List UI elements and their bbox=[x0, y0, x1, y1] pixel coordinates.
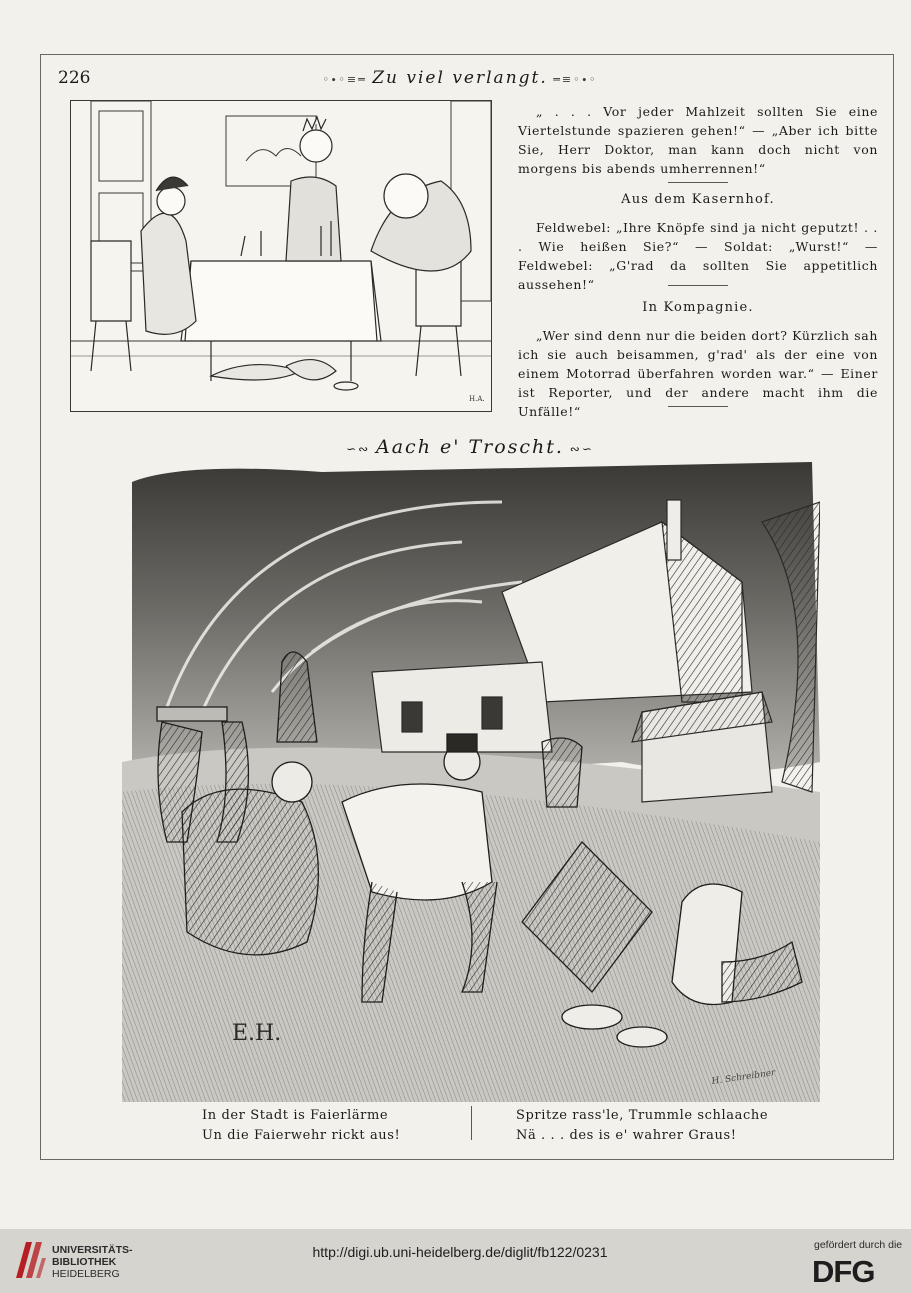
flourish-left-icon: ∽∾ bbox=[346, 442, 376, 456]
caption-right-line2: Nä . . . des is e' wahrer Graus! bbox=[516, 1128, 737, 1143]
university-library-logo-icon bbox=[12, 1238, 48, 1282]
page-number: 226 bbox=[58, 68, 91, 88]
joke-paragraph-2: Feldwebel: „Ihre Knöpfe sind ja nicht geputzt! . . . Wie heißen Sie?“ — Soldat: „Wurst!“ — Feldwebel: „G'rad da sollten Sie appetitlich aussehen!“ bbox=[518, 220, 878, 292]
joke-paragraph-1: „ . . . Vor jeder Mahlzeit sollten Sie eine Viertelstunde spazieren gehen!“ — „Aber ich bitte Sie, Herr Doktor, man kann doch nicht von morgens bis abends umherrennen!“ bbox=[518, 104, 878, 176]
dfg-logo: DFG bbox=[812, 1254, 875, 1289]
section-title-kompagnie: In Kompagnie. bbox=[642, 300, 754, 315]
running-title-text: Zu viel verlangt. bbox=[372, 68, 548, 88]
illustration-title-text: Aach e' Troscht. bbox=[376, 436, 564, 458]
caption-left bbox=[202, 1106, 452, 1146]
caption-right bbox=[516, 1106, 776, 1146]
flourish-right-icon: ∾∽ bbox=[563, 442, 594, 456]
fire-brigade-illustration bbox=[122, 462, 820, 1102]
funding-label: gefördert durch die bbox=[814, 1239, 903, 1251]
artist-signature: H. Schreibner bbox=[711, 1068, 777, 1087]
document-url-link[interactable]: http://digi.ub.uni-heidelberg.de/diglit/fb122/0231 bbox=[312, 1244, 608, 1260]
ornament-left-icon: ◦∙◦≡═ bbox=[322, 73, 373, 86]
joke-paragraph-3: „Wer sind denn nur die beiden dort? Kürzlich sah ich sie auch beisammen, g'rad' als der eine von einem Motorrad überfahren worden war.“ — Einer ist Reporter, und der andere macht ihm die Unfälle!“ bbox=[518, 328, 878, 419]
caption-left-line2: Un die Faierwehr rickt aus! bbox=[202, 1128, 401, 1143]
separator-rule bbox=[668, 182, 728, 183]
dinner-cartoon bbox=[70, 100, 492, 412]
fire-brigade-drawing bbox=[122, 462, 820, 1102]
section-title-kasernhof: Aus dem Kasernhof. bbox=[621, 192, 775, 207]
library-line-1: UNIVERSITÄTS- bbox=[52, 1244, 133, 1256]
separator-rule bbox=[668, 285, 728, 286]
university-library-name bbox=[52, 1244, 133, 1280]
ornament-right-icon: ═≡◦∙◦ bbox=[547, 73, 598, 86]
caption-right-line1: Spritze rass'le, Trummle schlaache bbox=[516, 1108, 769, 1123]
viewer-footer bbox=[0, 1229, 911, 1293]
running-title bbox=[300, 68, 620, 88]
caption-divider bbox=[471, 1106, 472, 1140]
library-line-3: HEIDELBERG bbox=[52, 1268, 120, 1280]
caption-left-line1: In der Stadt is Faierlärme bbox=[202, 1108, 389, 1123]
dinner-cartoon-drawing bbox=[71, 101, 491, 411]
separator-rule bbox=[668, 406, 728, 407]
artist-monogram: E.H. bbox=[232, 1021, 282, 1046]
illustration-title bbox=[300, 436, 640, 458]
library-line-2: BIBLIOTHEK bbox=[52, 1256, 117, 1268]
cartoon-monogram: H.A. bbox=[469, 395, 485, 403]
